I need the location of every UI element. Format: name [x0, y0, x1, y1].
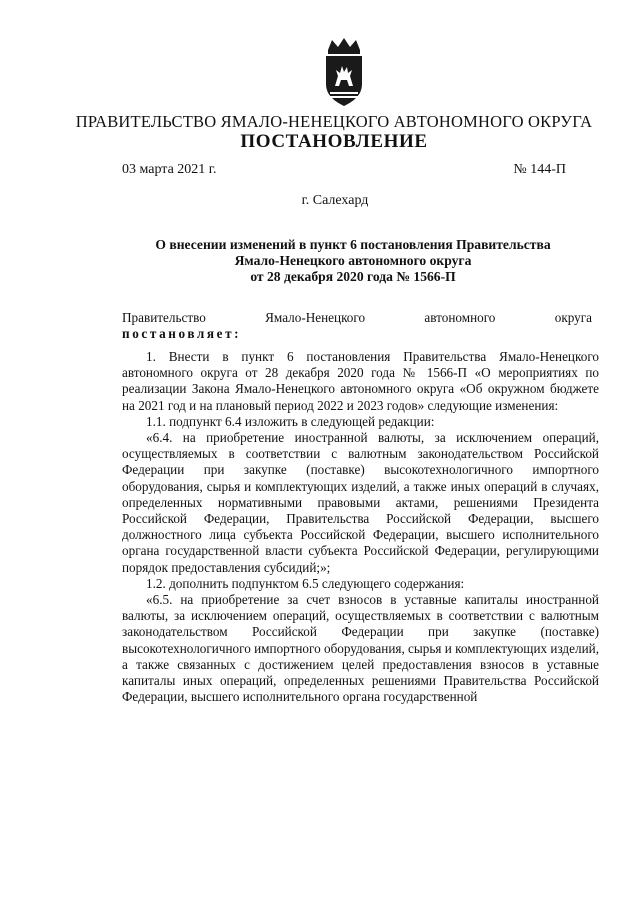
preamble-word: округа — [554, 310, 592, 325]
paragraph: 1.1. подпункт 6.4 изложить в следующей редакции: — [146, 413, 435, 429]
title-line: от 28 декабря 2020 года № 1566-П — [250, 269, 456, 284]
paragraph: «6.5. на приобретение за счет взносов в уставные капиталы иностранной валюты, за исключением операций, осуществляемых в соответствии с валютным законодательством Российской Федерации при закупке (поставке) высокотехнологичного импортного оборудования, сырья и комплектующих изделий, а также связанных с достижением целей предоставления взносов в уставные капиталы иных операций, определенных решениями Правительства Российской Федерации, высшего исполнительного органа государственной — [122, 592, 599, 705]
preamble-word: Ямало-Ненецкого — [265, 310, 366, 325]
document-date: 03 марта 2021 г. — [122, 162, 217, 177]
document-number: № 144-П — [513, 162, 566, 177]
government-name: ПРАВИТЕЛЬСТВО ЯМАЛО-НЕНЕЦКОГО АВТОНОМНОГО ОКРУГА — [75, 112, 593, 131]
title-line: Ямало-Ненецкого автономного округа — [234, 253, 472, 268]
paragraph: 1. Внести в пункт 6 постановления Правительства Ямало-Ненецкого автономного округа от 28 декабря 2020 года № 1566-П «О мероприятиях по реализации Закона Ямало-Ненецкого автономного округа «Об окружном бюджете на 2021 год и на плановый период 2022 и 2023 годов» следующие изменения: — [122, 349, 599, 413]
document-title — [118, 237, 588, 285]
resolves-word: постановляет: — [122, 326, 242, 341]
document-body — [122, 349, 599, 705]
preamble-word: автономного — [424, 310, 496, 325]
paragraph: 1.2. дополнить подпунктом 6.5 следующего содержания: — [146, 575, 465, 591]
preamble-line — [122, 310, 592, 326]
coat-of-arms-icon — [318, 36, 370, 110]
title-line: О внесении изменений в пункт 6 постановления Правительства — [155, 237, 551, 252]
preamble-word: Правительство — [122, 310, 206, 325]
paragraph: «6.4. на приобретение иностранной валюты, за исключением операций, осуществляемых в соответствии с валютным законодательством Российской Федерации при закупке (поставке) высокотехнологичного импортного оборудования, сырья и комплектующих изделий, а также иных операций в случаях, определенных нормативными правовыми актами, решениями Президента Российской Федерации, Правительства Российской Федерации, высшего должностного лица субъекта Российской Федерации, высшего исполнительного органа государственной власти субъекта Российской Федерации, регулирующими порядок предоставления субсидий;»; — [122, 430, 599, 575]
document-type: ПОСТАНОВЛЕНИЕ — [240, 131, 428, 152]
document-city: г. Салехард — [301, 193, 369, 208]
